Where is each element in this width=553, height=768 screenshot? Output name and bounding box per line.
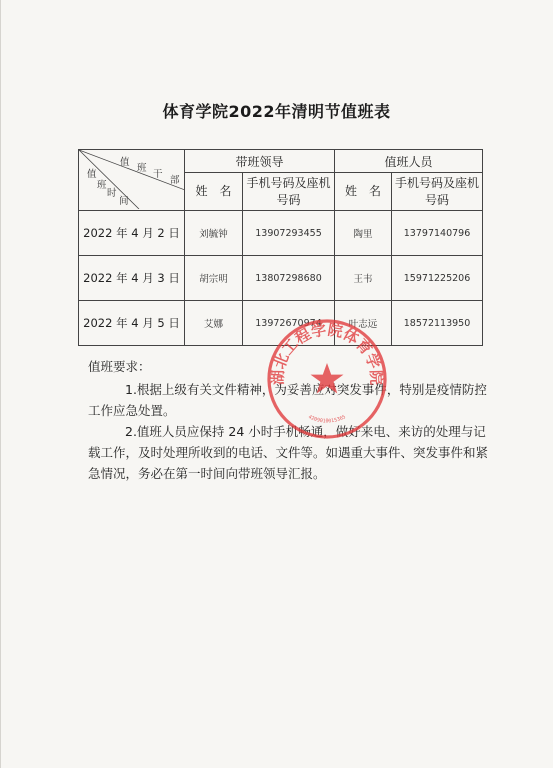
leader-name: 胡宗明: [185, 256, 243, 301]
seal-number: 4209010015365: [307, 414, 347, 425]
seal-star-icon: [311, 363, 344, 394]
page-title: 体育学院2022年清明节值班表: [162, 102, 391, 121]
leaders-group-header: 带班领导: [185, 150, 335, 173]
diagonal-top-char: 班: [137, 163, 147, 174]
duty-date: 2022 年 4 月 5 日: [79, 301, 185, 346]
staff-phone: 18572113950: [392, 301, 483, 346]
leader-phone: 13972670974: [243, 301, 335, 346]
diagonal-top-char: 值: [120, 157, 130, 168]
duty-date: 2022 年 4 月 3 日: [79, 256, 185, 301]
table-header-row: [79, 150, 483, 173]
staff-phone-header: 手机号码及座机号码: [392, 173, 483, 211]
leader-name: 艾娜: [185, 301, 243, 346]
duty-date: 2022 年 4 月 2 日: [79, 211, 185, 256]
table-row: [79, 256, 483, 301]
staff-phone: 13797140796: [392, 211, 483, 256]
seal-group: [269, 321, 385, 437]
table-row: [79, 211, 483, 256]
staff-name: 陶里: [335, 211, 392, 256]
leader-name: 刘毓钟: [185, 211, 243, 256]
official-seal: [263, 315, 391, 443]
diagonal-header-cell: [79, 150, 185, 211]
diagonal-top-char: 干: [153, 169, 163, 180]
leader-phone-header: 手机号码及座机号码: [243, 173, 335, 211]
seal-text: 湖北工程学院体育学院: [268, 320, 386, 386]
diagonal-bottom-char: 间: [119, 196, 129, 207]
staff-name: 王韦: [335, 256, 392, 301]
requirements-heading: 值班要求：: [88, 359, 151, 374]
staff-name: 叶志远: [335, 301, 392, 346]
requirement-item: 2.值班人员应保持 24 小时手机畅通，做好来电、来访的处理与记载工作，及时处理所收到的电话、文件等。如遇重大事件、突发事件和紧急情况，务必在第一时间向带班领导汇报。: [88, 424, 489, 481]
diagonal-bottom-char: 班: [97, 180, 107, 191]
diagonal-top-char: 部: [170, 175, 180, 186]
diagonal-bottom-char: 时: [107, 188, 117, 199]
staff-phone: 15971225206: [392, 256, 483, 301]
staff-group-header: 值班人员: [335, 150, 483, 173]
requirement-item: 1.根据上级有关文件精神，为妥善应对突发事件，特别是疫情防控工作应急处置。: [88, 382, 487, 418]
staff-name-header: 姓 名: [335, 173, 392, 211]
diagonal-bottom-char: 值: [87, 169, 97, 180]
leader-phone: 13907293455: [243, 211, 335, 256]
leader-name-header: 姓 名: [185, 173, 243, 211]
leader-phone: 13807298680: [243, 256, 335, 301]
